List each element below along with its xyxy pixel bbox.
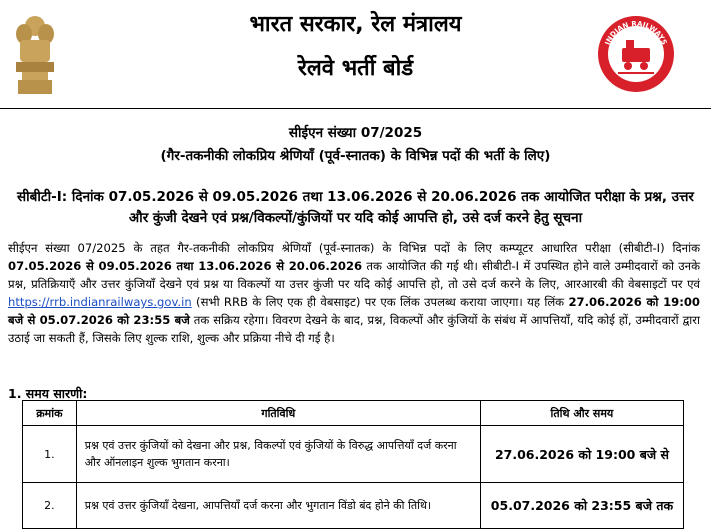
indian-railways-logo-icon	[596, 14, 676, 94]
para-text: तक आयोजित की गई थी। सीबीटी-I में उपस्थित होने वाले उम्मीदवारों को उनके प्रश्न, प्रतिक्रियाएँ और उत्तर कुंजियाँ देखने एवं प्रश्न या विकल्पों या उत्तर कुंजी पर यदि कोई आपत्ति हो, तो उसे दर्ज करने के लिए, आरआरबी की वेबसाइटों पर एवं	[8, 259, 700, 291]
notice-title: सीबीटी-I: दिनांक 07.05.2026 से 09.05.2026 तथा 13.06.2026 से 20.06.2026 तक आयोजित परीक्षा के प्रश्न, उत्तर और कुंजी देखने एवं प्रश्न/विकल्पों/कुंजियों पर यदि कोई आपत्ति हो, उसे दर्ज करने हेतु सूचना	[17, 189, 694, 226]
cen-subtitle: (गैर-तकनीकी लोकप्रिय श्रेणियाँ (पूर्व-स्नातक) के विभिन्न पदों की भर्ती के लिए)	[160, 148, 551, 164]
date: 07.05.2026	[8, 259, 82, 273]
row-datetime	[480, 483, 683, 529]
row-activity	[76, 483, 480, 529]
date: 13.06.2026	[198, 259, 272, 273]
letterhead	[0, 0, 711, 109]
para-text: से	[271, 259, 289, 273]
table-row	[23, 483, 684, 529]
para-text: सीईएन संख्या 07/2025 के तहत गैर-तकनीकी लोकप्रिय श्रेणियाँ (पूर्व-स्नातक) के विभिन्न पदों के लिए कम्प्यूटर आधारित परीक्षा (सीबीटी-I) दिनांक	[8, 241, 700, 255]
column-header: तिथि और समय	[480, 401, 683, 426]
logo-text: INDIAN RAILWAYS	[603, 19, 669, 47]
para-text: तथा	[171, 259, 199, 273]
row-activity	[76, 426, 480, 483]
column-header: क्रमांक	[23, 401, 77, 426]
cen-number: सीईएन संख्या 07/2025	[288, 125, 423, 141]
date: 20.06.2026	[288, 259, 363, 273]
schedule-table	[22, 400, 684, 529]
table-header-row	[23, 401, 684, 426]
row-datetime	[480, 426, 683, 483]
para-text: से	[81, 259, 99, 273]
datetime-text: 27.06.2026 को 19:00 बजे से	[494, 446, 669, 462]
activity-text: प्रश्न एवं उत्तर कुंजियाँ देखना, आपत्तियाँ दर्ज करना और भुगतान विंडो बंद होने की तिथि।	[84, 499, 432, 512]
date: 09.05.2026	[98, 259, 172, 273]
board-title: रेलवे भर्ती बोर्ड	[297, 56, 414, 81]
row-number: 1.	[23, 426, 77, 483]
notice-paragraph	[8, 239, 700, 347]
column-header: गतिविधि	[76, 401, 480, 426]
org-title: भारत सरकार, रेल मंत्रालय	[249, 12, 462, 37]
section-title: 1. समय सारणी:	[8, 386, 88, 401]
table-row	[23, 426, 684, 483]
activity-text: प्रश्न एवं उत्तर कुंजियों को देखना और प्रश्न, विकल्पों एवं कुंजियों के विरुद्ध आपत्तियाँ दर्ज करना और ऑनलाइन शुल्क भुगतान करना।	[84, 439, 457, 469]
rrb-website-link[interactable]: https://rrb.indianrailways.gov.in	[8, 295, 192, 309]
para-text: (सभी RRB के लिए एक ही वेबसाइट) पर एक लिंक उपलब्ध कराया जाएगा। यह लिंक	[191, 295, 569, 309]
para-text: तक सक्रिय रहेगा। विवरण देखने के बाद, प्रश्न, विकल्पों और कुंजियों के संबंध में आपत्तियाँ, यदि कोई हों, उम्मीदवारों द्वारा उठाई जा सकती हैं, जिसके लिए शुल्क राशि, शुल्क और प्रक्रिया नीचे दी गई है।	[8, 313, 700, 345]
active-window: 27.06.2026 को 19:00 बजे से 05.07.2026 को 23:55 बजे	[8, 295, 700, 327]
datetime-text: 05.07.2026 को 23:55 बजे तक	[490, 498, 674, 513]
row-number: 2.	[23, 483, 77, 529]
